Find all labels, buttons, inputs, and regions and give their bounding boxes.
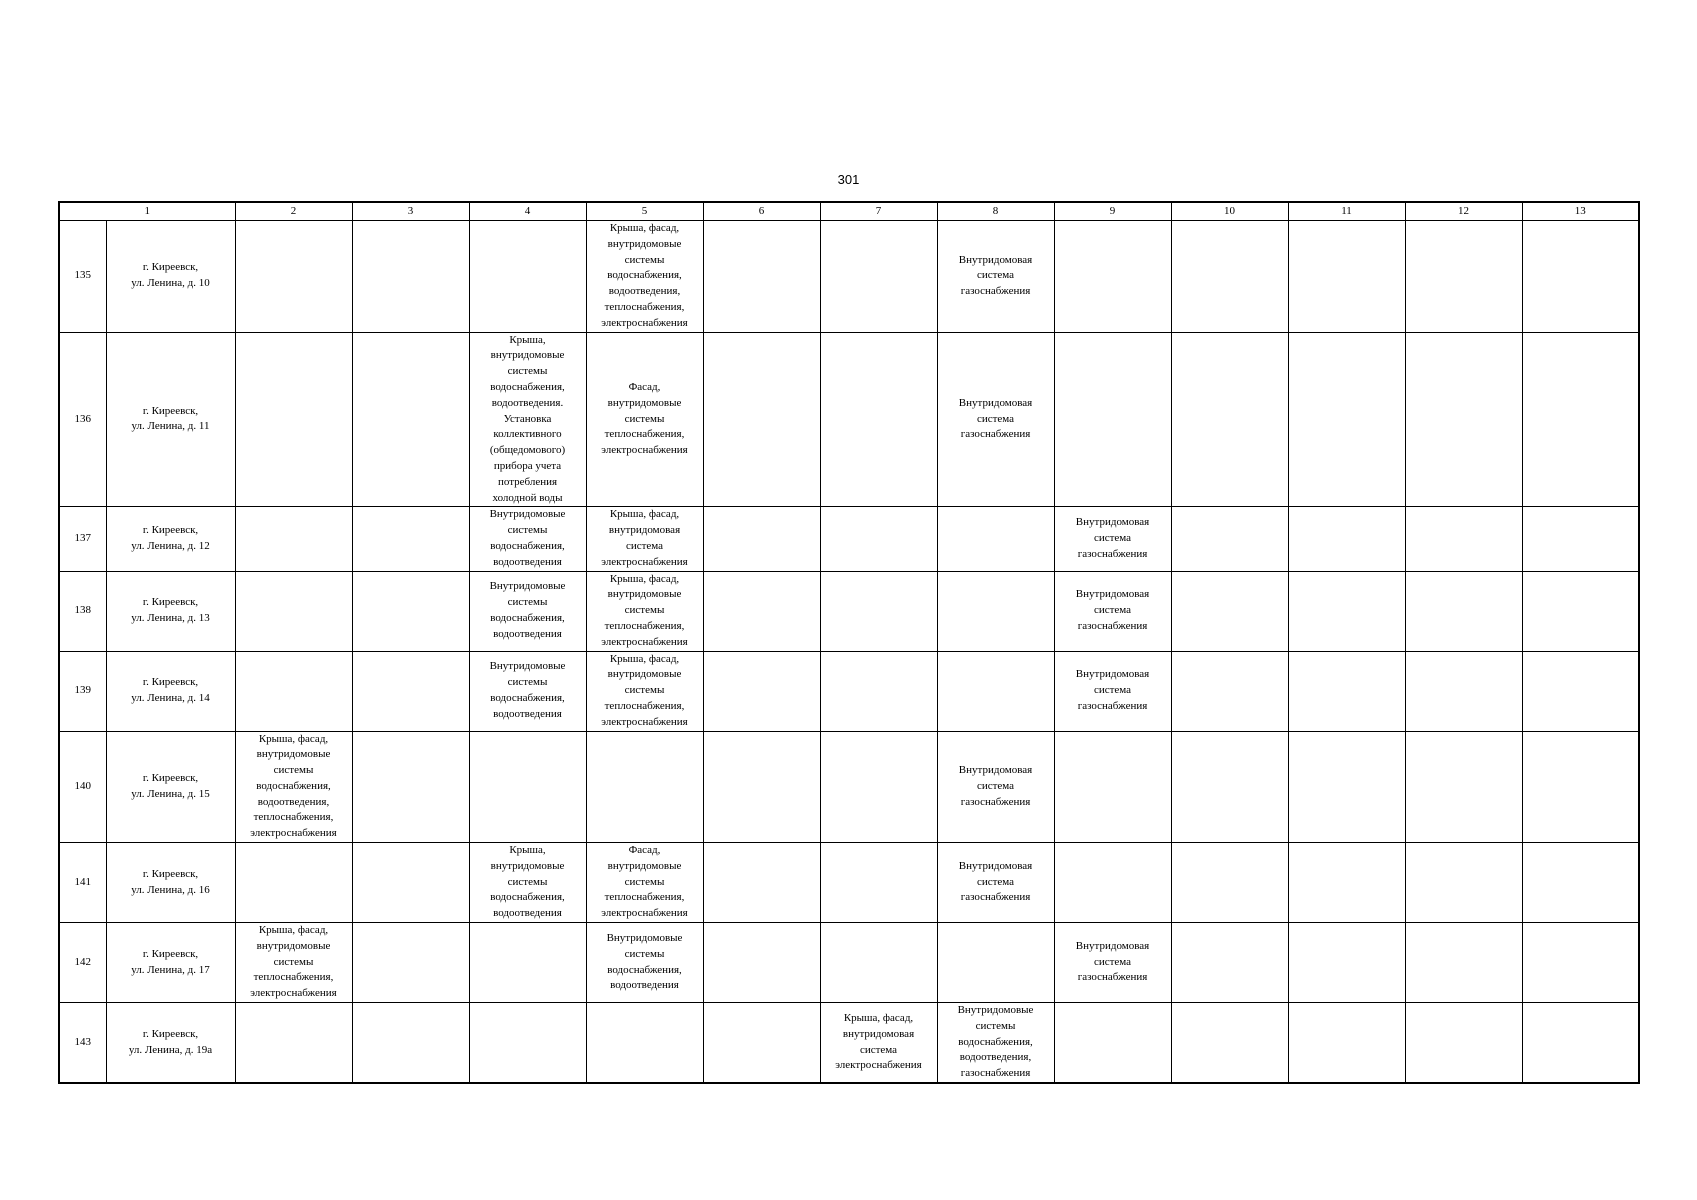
- table-row: [59, 651, 1639, 731]
- work-cell-col-11: [1288, 843, 1405, 923]
- work-cell-col-7: [820, 923, 937, 1003]
- work-cell-col-5: [586, 221, 703, 333]
- work-cell-col-13: [1522, 332, 1639, 507]
- work-cell-col-3: [352, 1003, 469, 1083]
- column-header: 5: [586, 202, 703, 221]
- work-cell-col-12: [1405, 221, 1522, 333]
- address-cell: [106, 507, 235, 571]
- header-row: [59, 202, 1639, 221]
- work-cell-col-2: [235, 731, 352, 843]
- work-cell-col-9: [1054, 507, 1171, 571]
- work-cell-col-12: [1405, 571, 1522, 651]
- work-cell-col-12: [1405, 843, 1522, 923]
- work-cell-col-9: [1054, 843, 1171, 923]
- work-text: Крыша, фасад, внутридомовая система электроснабжения: [835, 1011, 922, 1072]
- work-cell-col-10: [1171, 332, 1288, 507]
- work-cell-col-6: [703, 651, 820, 731]
- address-text: г. Киреевск, ул. Ленина, д. 14: [131, 676, 210, 704]
- column-header: 3: [352, 202, 469, 221]
- column-header: 11: [1288, 202, 1405, 221]
- work-cell-col-7: [820, 332, 937, 507]
- row-number: 142: [59, 923, 106, 1003]
- work-text: Крыша, фасад, внутридомовые системы теплоснабжения, электроснабжения: [250, 924, 337, 1000]
- work-cell-col-5: [586, 731, 703, 843]
- table-row: [59, 731, 1639, 843]
- work-text: Крыша, внутридомовые системы водоснабжения, водоотведения. Установка коллективного (общедомового) прибора учета потребления холодной воды: [489, 333, 566, 504]
- work-cell-col-7: [820, 221, 937, 333]
- work-cell-col-5: [586, 651, 703, 731]
- work-cell-col-12: [1405, 507, 1522, 571]
- work-cell-col-6: [703, 507, 820, 571]
- work-cell-col-5: [586, 571, 703, 651]
- work-cell-col-11: [1288, 1003, 1405, 1083]
- work-cell-col-10: [1171, 731, 1288, 843]
- work-text: Фасад, внутридомовые системы теплоснабжения, электроснабжения: [601, 844, 688, 920]
- work-cell-col-8: [937, 332, 1054, 507]
- column-header: 10: [1171, 202, 1288, 221]
- address-cell: [106, 571, 235, 651]
- work-cell-col-9: [1054, 651, 1171, 731]
- work-cell-col-8: [937, 1003, 1054, 1083]
- row-number: 136: [59, 332, 106, 507]
- work-cell-col-6: [703, 843, 820, 923]
- table-row: [59, 571, 1639, 651]
- repair-schedule-table: [58, 201, 1640, 1084]
- address-text: г. Киреевск, ул. Ленина, д. 17: [131, 947, 210, 976]
- work-cell-col-6: [703, 332, 820, 507]
- work-text: Внутридомовые системы водоснабжения, водоотведения: [489, 580, 566, 640]
- column-header: 7: [820, 202, 937, 221]
- work-cell-col-4: [469, 571, 586, 651]
- work-cell-col-11: [1288, 923, 1405, 1003]
- address-cell: [106, 923, 235, 1003]
- work-cell-col-12: [1405, 332, 1522, 507]
- work-cell-col-5: [586, 1003, 703, 1083]
- work-cell-col-13: [1522, 221, 1639, 333]
- work-cell-col-12: [1405, 731, 1522, 843]
- work-cell-col-3: [352, 651, 469, 731]
- address-text: г. Киреевск, ул. Ленина, д. 15: [131, 771, 210, 800]
- column-header: 2: [235, 202, 352, 221]
- work-cell-col-3: [352, 843, 469, 923]
- work-cell-col-6: [703, 1003, 820, 1083]
- work-cell-col-4: [469, 731, 586, 843]
- work-text: Внутридомовая система газоснабжения: [958, 764, 1033, 808]
- work-cell-col-11: [1288, 571, 1405, 651]
- column-header: 8: [937, 202, 1054, 221]
- work-cell-col-7: [820, 731, 937, 843]
- work-text: Крыша, фасад, внутридомовые системы водоснабжения, водоотведения, теплоснабжения, электроснабжения: [601, 222, 688, 329]
- work-text: Внутридомовые системы водоснабжения, водоотведения, газоснабжения: [957, 1004, 1034, 1080]
- work-cell-col-12: [1405, 1003, 1522, 1083]
- column-header: 9: [1054, 202, 1171, 221]
- work-cell-col-6: [703, 731, 820, 843]
- work-text: Внутридомовая система газоснабжения: [1075, 668, 1150, 712]
- work-text: Внутридомовые системы водоснабжения, водоотведения: [489, 660, 566, 720]
- work-cell-col-10: [1171, 923, 1288, 1003]
- work-cell-col-9: [1054, 923, 1171, 1003]
- work-cell-col-12: [1405, 651, 1522, 731]
- work-text: Внутридомовая система газоснабжения: [958, 859, 1033, 904]
- work-cell-col-5: [586, 843, 703, 923]
- work-cell-col-10: [1171, 571, 1288, 651]
- work-cell-col-11: [1288, 221, 1405, 333]
- work-cell-col-6: [703, 923, 820, 1003]
- work-cell-col-4: [469, 843, 586, 923]
- work-text: Внутридомовая система газоснабжения: [1075, 516, 1150, 560]
- work-cell-col-3: [352, 731, 469, 843]
- work-cell-col-5: [586, 507, 703, 571]
- work-cell-col-7: [820, 507, 937, 571]
- work-text: Внутридомовая система газоснабжения: [1075, 939, 1150, 984]
- table-body: [59, 221, 1639, 1084]
- work-text: Крыша, фасад, внутридомовые системы теплоснабжения, электроснабжения: [601, 652, 688, 728]
- work-cell-col-11: [1288, 651, 1405, 731]
- column-header: 4: [469, 202, 586, 221]
- work-cell-col-10: [1171, 1003, 1288, 1083]
- address-cell: [106, 731, 235, 843]
- work-cell-col-8: [937, 731, 1054, 843]
- work-cell-col-4: [469, 332, 586, 507]
- work-cell-col-3: [352, 332, 469, 507]
- address-text: г. Киреевск, ул. Ленина, д. 16: [131, 867, 210, 896]
- work-text: Крыша, внутридомовые системы водоснабжения, водоотведения: [490, 844, 565, 920]
- work-text: Внутридомовая система газоснабжения: [958, 253, 1033, 298]
- row-number: 141: [59, 843, 106, 923]
- work-cell-col-9: [1054, 571, 1171, 651]
- work-cell-col-4: [469, 651, 586, 731]
- column-header: 1: [59, 202, 235, 221]
- work-text: Крыша, фасад, внутридомовые системы водоснабжения, водоотведения, теплоснабжения, электроснабжения: [250, 732, 337, 840]
- work-cell-col-13: [1522, 731, 1639, 843]
- work-cell-col-9: [1054, 221, 1171, 333]
- address-cell: [106, 1003, 235, 1083]
- work-cell-col-2: [235, 923, 352, 1003]
- work-cell-col-6: [703, 221, 820, 333]
- work-cell-col-2: [235, 651, 352, 731]
- work-cell-col-13: [1522, 1003, 1639, 1083]
- work-cell-col-7: [820, 571, 937, 651]
- address-cell: [106, 843, 235, 923]
- work-cell-col-9: [1054, 1003, 1171, 1083]
- work-text: Крыша, фасад, внутридомовые системы теплоснабжения, электроснабжения: [601, 572, 688, 648]
- work-cell-col-7: [820, 1003, 937, 1083]
- work-cell-col-13: [1522, 651, 1639, 731]
- work-cell-col-2: [235, 571, 352, 651]
- row-number: 139: [59, 651, 106, 731]
- work-cell-col-7: [820, 651, 937, 731]
- work-cell-col-2: [235, 843, 352, 923]
- work-cell-col-13: [1522, 507, 1639, 571]
- work-cell-col-5: [586, 923, 703, 1003]
- address-cell: [106, 651, 235, 731]
- row-number: 143: [59, 1003, 106, 1083]
- work-cell-col-13: [1522, 843, 1639, 923]
- work-cell-col-8: [937, 507, 1054, 571]
- work-cell-col-8: [937, 923, 1054, 1003]
- work-cell-col-4: [469, 221, 586, 333]
- work-cell-col-11: [1288, 332, 1405, 507]
- work-cell-col-6: [703, 571, 820, 651]
- work-cell-col-4: [469, 923, 586, 1003]
- work-cell-col-2: [235, 221, 352, 333]
- work-cell-col-8: [937, 571, 1054, 651]
- work-cell-col-12: [1405, 923, 1522, 1003]
- work-cell-col-9: [1054, 731, 1171, 843]
- work-cell-col-10: [1171, 843, 1288, 923]
- work-text: Внутридомовая система газоснабжения: [958, 396, 1033, 441]
- work-cell-col-7: [820, 843, 937, 923]
- table-row: [59, 507, 1639, 571]
- work-cell-col-3: [352, 507, 469, 571]
- work-cell-col-9: [1054, 332, 1171, 507]
- address-cell: [106, 221, 235, 333]
- work-cell-col-8: [937, 843, 1054, 923]
- work-cell-col-3: [352, 571, 469, 651]
- work-cell-col-4: [469, 507, 586, 571]
- work-cell-col-3: [352, 221, 469, 333]
- work-cell-col-5: [586, 332, 703, 507]
- row-number: 138: [59, 571, 106, 651]
- work-cell-col-8: [937, 651, 1054, 731]
- column-header: 13: [1522, 202, 1639, 221]
- table-row: [59, 1003, 1639, 1083]
- work-cell-col-10: [1171, 651, 1288, 731]
- table-row: [59, 923, 1639, 1003]
- address-text: г. Киреевск, ул. Ленина, д. 10: [131, 261, 210, 290]
- work-cell-col-10: [1171, 507, 1288, 571]
- column-header: 12: [1405, 202, 1522, 221]
- work-text: Внутридомовая система газоснабжения: [1075, 588, 1150, 632]
- row-number: 137: [59, 507, 106, 571]
- work-cell-col-2: [235, 332, 352, 507]
- table-row: [59, 332, 1639, 507]
- work-cell-col-11: [1288, 507, 1405, 571]
- address-text: г. Киреевск, ул. Ленина, д. 12: [131, 524, 210, 552]
- work-text: Фасад, внутридомовые системы теплоснабжения, электроснабжения: [601, 380, 688, 457]
- row-number: 135: [59, 221, 106, 333]
- work-cell-col-13: [1522, 571, 1639, 651]
- table-row: [59, 221, 1639, 333]
- work-cell-col-13: [1522, 923, 1639, 1003]
- work-cell-col-2: [235, 507, 352, 571]
- page-number: 301: [837, 172, 860, 187]
- work-cell-col-3: [352, 923, 469, 1003]
- address-text: г. Киреевск, ул. Ленина, д. 19а: [128, 1027, 213, 1056]
- work-cell-col-11: [1288, 731, 1405, 843]
- work-cell-col-2: [235, 1003, 352, 1083]
- work-cell-col-10: [1171, 221, 1288, 333]
- row-number: 140: [59, 731, 106, 843]
- work-cell-col-4: [469, 1003, 586, 1083]
- address-text: г. Киреевск, ул. Ленина, д. 13: [131, 596, 210, 625]
- column-header: 6: [703, 202, 820, 221]
- work-text: Крыша, фасад, внутридомовая система электроснабжения: [601, 508, 688, 568]
- work-cell-col-8: [937, 221, 1054, 333]
- address-text: г. Киреевск, ул. Ленина, д. 11: [131, 404, 210, 433]
- table-row: [59, 843, 1639, 923]
- work-text: Внутридомовые системы водоснабжения, водоотведения: [489, 508, 566, 568]
- work-text: Внутридомовые системы водоснабжения, водоотведения: [606, 931, 683, 992]
- address-cell: [106, 332, 235, 507]
